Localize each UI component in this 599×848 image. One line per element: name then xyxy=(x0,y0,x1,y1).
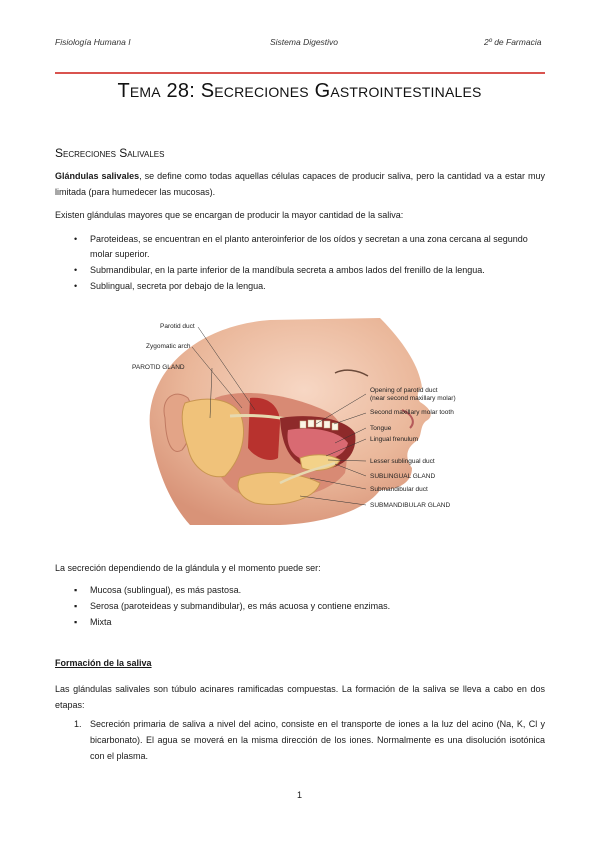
list-item xyxy=(55,583,545,598)
label-second-molar: Second maxillary molar tooth xyxy=(370,409,454,416)
gland-sublingual: Sublingual, secreta por debajo de la lengua. xyxy=(90,281,266,291)
bullet: • xyxy=(74,281,78,291)
intro-term: Glándulas salivales xyxy=(55,171,140,181)
gland-parotid: Paroteideas, se encuentran en el planto anteroinferior de los oídos y secretan a una zona cercana al segundo molar superior. xyxy=(90,234,528,259)
label-zygomatic-arch: Zygomatic arch xyxy=(146,343,191,350)
salivary-glands-illustration xyxy=(130,318,468,526)
bullet: ▪ xyxy=(74,585,78,595)
header-course: 2º de Farmacia xyxy=(484,37,542,47)
bullet: • xyxy=(74,234,78,244)
step-text: Secreción primaria de saliva a nivel del acino, consiste en el transporte de iones a la luz del acino (Na, K, Cl y bicarbonato). El agua se moverá en la misma dirección de los iones. Normalmente es una disolución isotónica con el plasma. xyxy=(90,719,545,761)
formation-steps xyxy=(55,716,545,764)
label-opening-note: (near second maxillary molar) xyxy=(370,395,456,402)
secretion-mixta: Mixta xyxy=(90,617,112,627)
bullet: ▪ xyxy=(74,617,78,627)
label-tongue: Tongue xyxy=(370,425,392,432)
glands-intro: Existen glándulas mayores que se encargan de producir la mayor cantidad de la saliva: xyxy=(55,210,404,220)
bullet: • xyxy=(74,265,78,275)
page-title: Tema 28: Secreciones Gastrointestinales xyxy=(117,80,482,102)
secretion-mucosa: Mucosa (sublingual), es más pastosa. xyxy=(90,585,242,595)
intro-text: , se define como todas aquellas células capaces de producir saliva, pero la cantidad va a estar muy limitada (para humedecer las mucosas). xyxy=(55,171,545,197)
list-item xyxy=(55,232,545,262)
list-item xyxy=(55,615,545,630)
step-number: 1. xyxy=(74,719,82,729)
list-item xyxy=(55,263,545,278)
label-opening-parotid-duct: Opening of parotid duct xyxy=(370,387,438,394)
label-submandibular-gland: SUBMANDIBULAR GLAND xyxy=(370,502,451,509)
label-parotid-duct: Parotid duct xyxy=(160,323,195,330)
subheading-formation: Formación de la saliva xyxy=(55,658,152,668)
list-item xyxy=(55,716,545,764)
header-subject: Fisiología Humana I xyxy=(55,37,131,47)
intro-paragraph xyxy=(55,168,545,200)
secretion-intro: La secreción dependiendo de la glándula y el momento puede ser: xyxy=(55,563,321,573)
gland-submandibular: Submandibular, en la parte inferior de la mandíbula secreta a ambos lados del frenillo de la lengua. xyxy=(90,265,485,275)
list-item xyxy=(55,279,545,294)
secretion-types-list xyxy=(55,583,545,631)
label-lesser-sublingual-duct: Lesser sublingual duct xyxy=(370,458,435,465)
list-item xyxy=(55,599,545,614)
page-number: 1 xyxy=(296,790,302,800)
section-heading: Secreciones Salivales xyxy=(55,146,165,160)
label-submandibular-duct: Submandibular duct xyxy=(370,486,428,493)
label-parotid-gland: PAROTID GLAND xyxy=(132,364,185,371)
header-rule xyxy=(55,72,545,74)
label-lingual-frenulum: Lingual frenulum xyxy=(370,436,419,443)
bullet: ▪ xyxy=(74,601,78,611)
glands-list xyxy=(55,232,545,295)
formation-intro: Las glándulas salivales son túbulo acinares ramificadas compuestas. La formación de la saliva se lleva a cabo en dos etapas: xyxy=(55,684,545,710)
secretion-serosa: Serosa (paroteideas y submandibular), es más acuosa y contiene enzimas. xyxy=(90,601,391,611)
label-sublingual-gland: SUBLINGUAL GLAND xyxy=(370,473,436,480)
header-topic: Sistema Digestivo xyxy=(270,37,339,47)
